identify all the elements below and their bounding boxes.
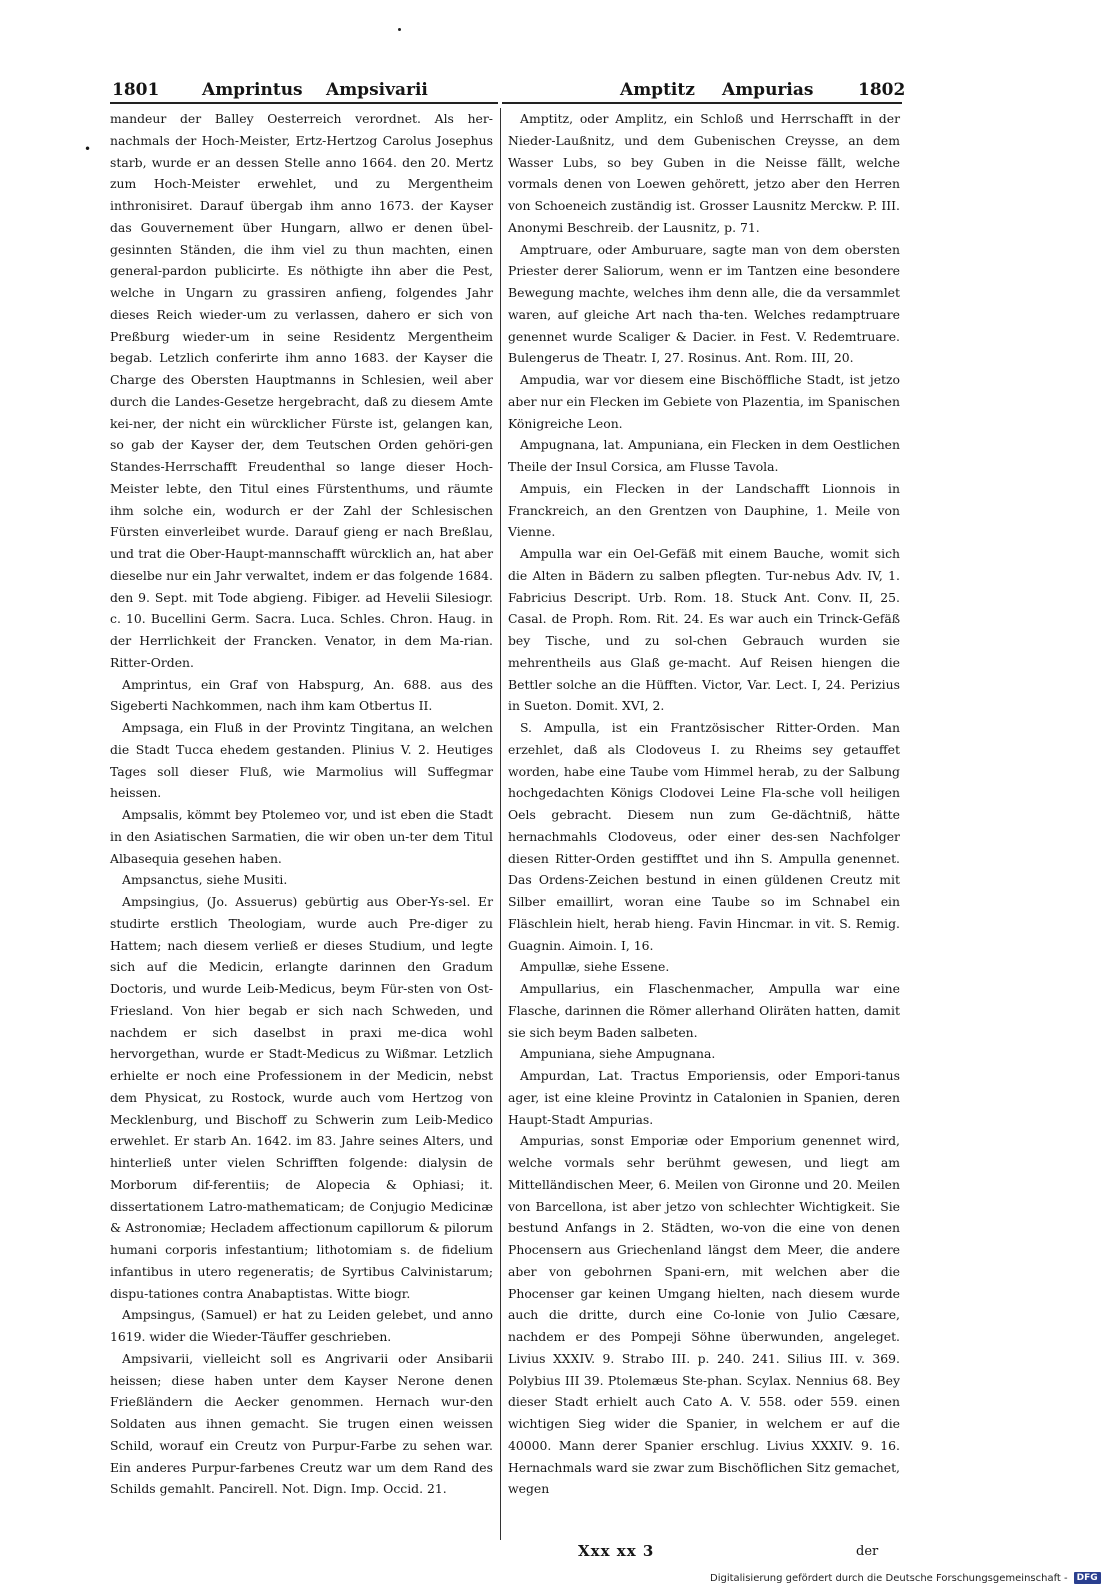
entry-paragraph: Ampuis, ein Flecken in der Landschafft Lionnois in Franckreich, an den Grentzen von Dauphine, 1. Meile von Vienne. xyxy=(508,480,900,540)
entry-paragraph: Ampsalis, kömmt bey Ptolemeo vor, und ist eben die Stadt in den Asiatischen Sarmatien, die wir oben un-ter dem Titul Albasequia gesehen haben. xyxy=(110,807,493,866)
header-right-word-1: Amptitz xyxy=(620,80,695,100)
digitization-footer xyxy=(710,1572,1101,1584)
entry-paragraph: Ampulla war ein Oel-Gefäß mit einem Bauche, womit sich die Alten in Bädern zu salben pflegten. Tur-nebus Adv. IV, 1. Fabricius Descript. Urb. Rom. 18. Stuck Ant. Conv. II, 25. Casal. de Proph. Rom. Rit. 24. Es war auch ein Trinck-Gefäß bey Tische, und zu sol-chen Gebrauch wurden sie mehrentheils aus Glaß ge-macht. Auf Reisen hiengen die Bettler solche an die Hüfften. Victor, Var. Lect. I, 24. Perizius in Sueton. Domit. XVI, 2. xyxy=(508,546,900,714)
entry-paragraph: Ampurias, sonst Emporiæ oder Emporium genennet wird, welche vormals sehr berühmt gewesen, und liegt am Mittelländischen Meer, 6. Meilen von Gironne und 20. Meilen von Barcellona, ist aber jetzo von schlechter Wichtigkeit. Sie bestund Anfangs in 2. Städten, wo-von die eine von denen Phocensern aus Griechenland längst dem Meer, die andere aber von gebohrnen Spani-ern, mit welchen aber die Phocenser gar keinen Umgang hielten, nach diesem wurde auch die dritte, durch eine Co-lonie von Julio Cæsare, nachdem er des Pompeji Söhne überwunden, angeleget. Livius XXXIV. 9. Strabo III. p. 240. 241. Silius III. v. 369. Polybius III 39. Ptolemæus Ste-phan. Scylax. Nennius 68. Bey dieser Stadt erhielt auch Cato A. V. 558. oder 559. einen wichtigen Sieg wider die Spanier, in welchem er auf die 40000. Mann derer Spanier erschlug. Livius XXXIV. 9. 16. Hernachmals ward sie zwar zum Bischöflichen Sitz gemachet, wegen xyxy=(508,1133,900,1497)
entry-paragraph: Ampsaga, ein Fluß in der Provintz Tingitana, an welchen die Stadt Tucca ehedem gestanden. Plinius V. 2. Heutiges Tages soll dieser Fluß, wie Marmolius will Suffegmar heissen. xyxy=(110,720,493,801)
entry-paragraph: Amptitz, oder Amplitz, ein Schloß und Herrschafft in der Nieder-Laußnitz, und dem Gubenischen Creysse, an dem Wasser Lubs, so bey Guben in die Neisse fällt, welche vormals denen von Loewen gehörett, jetzo aber den Herren von Schoeneich zuständig ist. Grosser Lausnitz Merckw. P. III. Anonymi Beschreib. der Lausnitz, p. 71. xyxy=(508,111,900,235)
page-number-right: 1802 xyxy=(858,80,906,100)
entry-paragraph: Ampsingius, (Jo. Assuerus) gebürtig aus Ober-Ys-sel. Er studirte erstlich Theologiam, wurde auch Pre-diger zu Hattem; nach diesem verließ er dieses Studium, und legte sich auf die Medicin, erlangte darinnen den Gradum Doctoris, und wurde Leib-Medicus, beym Für-sten von Ost-Friesland. Von hier begab er sich nach Schweden, und nachdem er sich daselbst in praxi me-dica wohl hervorgethan, wurde er Stadt-Medicus zu Wißmar. Letzlich erhielte er noch eine Professionem in der Medicin, nebst dem Physicat, zu Rostock, wurde auch vom Hertzog von Mecklenburg, und Bischoff zu Schwerin zum Leib-Medico erwehlet. Er starb An. 1642. im 83. Jahre seines Alters, und hinterließ unter vielen Schrifften folgende: dialysin de Morborum dif-ferentiis; de Alopecia & Ophiasi; it. dissertationem Latro-mathematicam; de Conjugio Medicinæ & Astronomiæ; Hecladem affectionum capillorum & pilorum humani corporis infestantium; lithotomiam s. de fidelium infantibus in utero regeneratis; de Syrtibus Calvinistarum; dispu-tationes contra Anabaptistas. Witte biogr. xyxy=(110,894,493,1301)
page-number-left: 1801 xyxy=(112,80,160,100)
entry-paragraph: Amptruare, oder Amburuare, sagte man von dem obersten Priester derer Saliorum, wenn er im Tantzen eine besondere Bewegung machte, welches ihm denn alle, die da versammlet waren, auf gleiche Art nach tha-ten. Welches redamptruare genennet wurde Scaliger & Dacier. in Fest. V. Redemtruare. Bulengerus de Theatr. I, 27. Rosinus. Ant. Rom. III, 20. xyxy=(508,241,900,366)
signature-mark: Xxx xx 3 xyxy=(578,1542,655,1560)
entry-paragraph: S. Ampulla, ist ein Frantzösischer Ritter-Orden. Man erzehlet, daß als Clodoveus I. zu Rheims sey getauffet worden, habe eine Taube vom Himmel herab, zu der Salbung hochgedachten Königs Clodovei Leine Fla-sche voll heiligen Oels gebracht. Diesem nun zum Ge-dächtniß, hätte hernachmahls Clodoveus, oder einer des-sen Nachfolger diesen Ritter-Orden gestifftet und ihn S. Ampulla genennet. Das Ordens-Zeichen bestund in einen güldenen Creutz mit Silber emaillirt, woran eine Taube so im Schnabel ein Fläschlein hielt, herab hieng. Favin Hincmar. in vit. S. Remig. Guagnin. Aimoin. I, 16. xyxy=(508,720,900,953)
right-text-column xyxy=(508,108,900,1500)
entry-paragraph: Ampugnana, lat. Ampuniana, ein Flecken in dem Oestlichen Theile der Insul Corsica, am Flusse Tavola. xyxy=(508,437,900,474)
column-divider xyxy=(500,108,501,1540)
entry-paragraph: Ampsingus, (Samuel) er hat zu Leiden gelebet, und anno 1619. wider die Wieder-Täuffer geschrieben. xyxy=(110,1307,493,1344)
header-rule-left xyxy=(110,102,498,104)
entry-paragraph: Ampullarius, ein Flaschenmacher, Ampulla war eine Flasche, darinnen die Römer allerhand Oliräten hatten, damit sie sich beym Baden salbeten. xyxy=(508,981,900,1040)
entry-paragraph: Ampullæ, siehe Essene. xyxy=(520,959,670,975)
header-rule-right xyxy=(502,102,902,104)
entry-paragraph: Amprintus, ein Graf von Habspurg, An. 688. aus des Sigeberti Nachkommen, nach ihm kam Otbertus II. xyxy=(110,676,493,714)
left-text-column xyxy=(110,108,493,1500)
entry-paragraph: Ampsivarii, vielleicht soll es Angrivarii oder Ansibarii heissen; diese haben unter dem Kayser Nerone denen Frießländern die Aecker genommen. Hernach wur-den Soldaten aus ihnen gemacht. Sie trugen einen weissen Schild, worauf ein Creutz von Purpur-Farbe zu sehen war. Ein anderes Purpur-farbenes Creutz war um dem Rand des Schilds gemahlt. Pancirell. Not. Dign. Imp. Occid. 21. xyxy=(110,1350,493,1497)
header-left-word-1: Amprintus xyxy=(202,80,303,100)
entry-paragraph: Ampuniana, siehe Ampugnana. xyxy=(520,1046,716,1062)
footer-text: Digitalisierung gefördert durch die Deutsche Forschungsgemeinschaft - xyxy=(710,1573,1068,1584)
entry-paragraph: Ampudia, war vor diesem eine Bischöffliche Stadt, ist jetzo aber nur ein Flecken im Gebiete von Plazentia, im Spanischen Königreiche Leon. xyxy=(508,372,900,431)
dfg-logo: DFG xyxy=(1074,1572,1101,1584)
ink-speck xyxy=(398,28,401,31)
header-right-word-2: Ampurias xyxy=(722,80,814,100)
margin-mark: • xyxy=(84,142,92,156)
entry-paragraph: Ampsanctus, siehe Musiti. xyxy=(122,872,288,888)
entry-paragraph: Ampurdan, Lat. Tractus Emporiensis, oder Empori-tanus ager, ist eine kleine Provintz in Catalonien in Spanien, deren Haupt-Stadt Ampurias. xyxy=(508,1068,900,1127)
header-left-word-2: Ampsivarii xyxy=(326,80,428,100)
catchword: der xyxy=(856,1544,879,1559)
entry-paragraph: mandeur der Balley Oesterreich verordnet. Als her-nachmals der Hoch-Meister, Ertz-Hertzog Carolus Josephus starb, wurde er an dessen Stelle anno 1664. den 20. Mertz zum Hoch-Meister erwehlet, und zu Mergentheim inthronisiret. Darauf übergab ihm anno 1673. der Kayser das Gouvernement über Hungarn, allwo er denen übel-gesinnten Ständen, die ihm viel zu thun machten, einen general-pardon publicirte. Es nöthigte ihn aber die Pest, welche in Ungarn zu grassiren anfieng, folgendes Jahr dieses Reich wieder-um zu verlassen, dahero er sich von Preßburg wieder-um in seine Residentz Mergentheim begab. Letzlich conferirte ihm anno 1683. der Kayser die Charge des Obersten Hauptmanns in Schlesien, weil aber durch die Landes-Gesetze hergebracht, daß zu diesem Amte kei-ner, der nicht ein würcklicher Fürste ist, gelangen kan, so gab der Kayser der, dem Teutschen Orden gehöri-gen Standes-Herrschafft Freudenthal so lange dieser Hoch-Meister lebte, den Titul eines Fürstenthums, und räumte ihm solche ein, wodurch er der Zahl der Schlesischen Fürsten einverleibet wurde. Darauf gieng er nach Breßlau, und trat die Ober-Haupt-mannschafft würcklich an, hat aber dieselbe nur ein Jahr verwaltet, indem er das folgende 1684. den 9. Sept. mit Tode abgieng. Fibiger. ad Hevelii Silesiogr. c. 10. Bucellini Germ. Sacra. Luca. Schles. Chron. Haug. in der Herrlichkeit der Francken. Venator, in dem Ma-rian. Ritter-Orden. xyxy=(110,111,493,670)
